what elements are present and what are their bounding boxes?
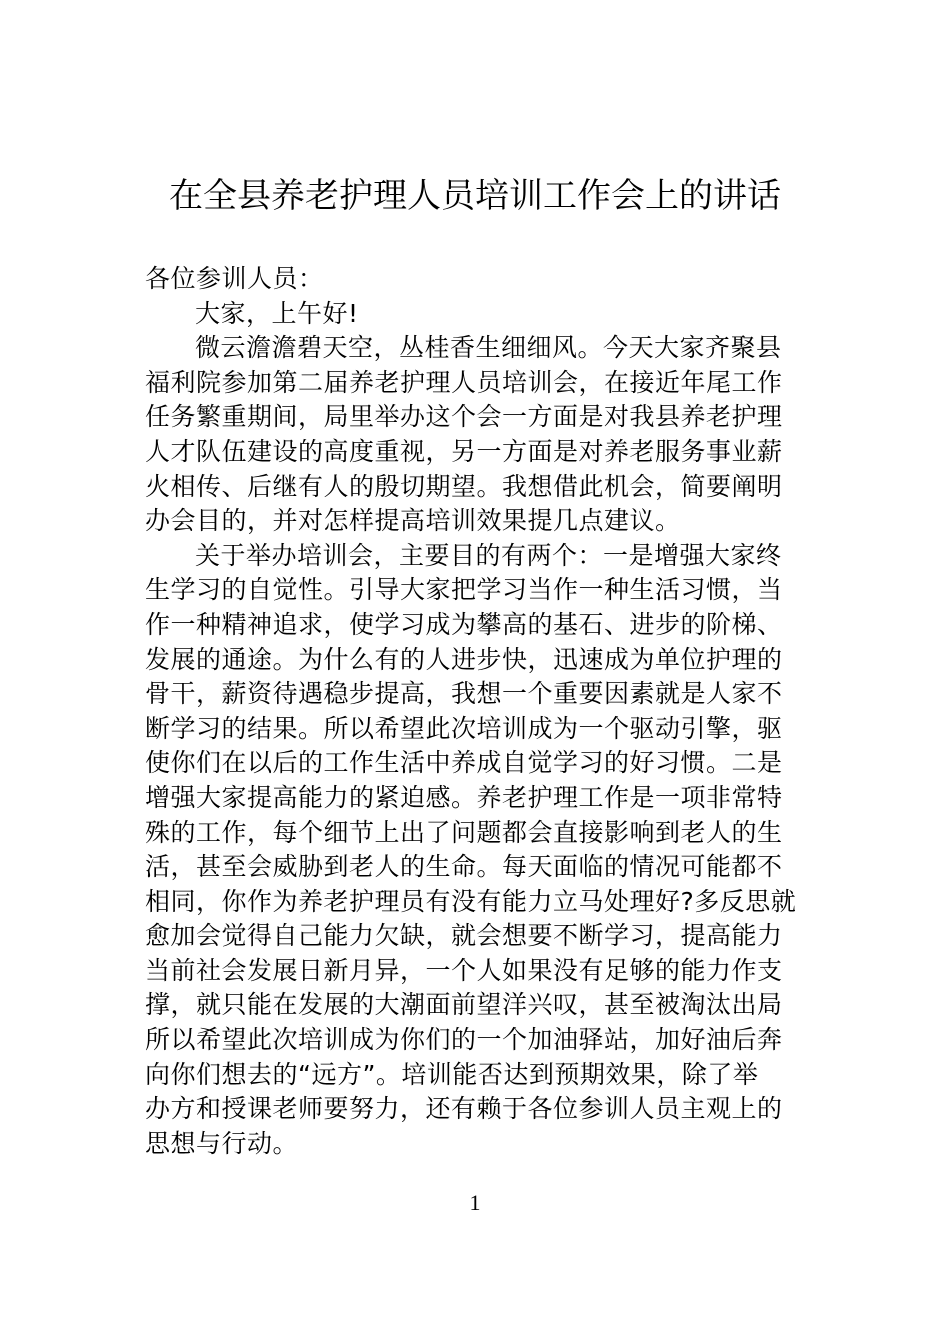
- body-line: 办会目的，并对怎样提高培训效果提几点建议。: [145, 506, 681, 536]
- body-line: 作一种精神追求，使学习成为攀高的基石、进步的阶梯、: [145, 609, 783, 639]
- body-line: 当前社会发展日新月异，一个人如果没有足够的能力作支: [145, 955, 783, 985]
- body-line: 办方和授课老师要努力，还有赖于各位参训人员主观上的: [145, 1094, 783, 1124]
- body-line: 发展的通途。为什么有的人进步快，迅速成为单位护理的: [145, 644, 783, 674]
- body-line: 使你们在以后的工作生活中养成自觉学习的好习惯。二是: [145, 748, 783, 778]
- document-body: [145, 262, 805, 1161]
- body-line: 火相传、后继有人的殷切期望。我想借此机会，简要阐明: [145, 471, 783, 501]
- body-line: 相同，你作为养老护理员有没有能力立马处理好?多反思就: [145, 886, 797, 916]
- body-line: 殊的工作，每个细节上出了问题都会直接影响到老人的生: [145, 817, 783, 847]
- document-title: 在全县养老护理人员培训工作会上的讲话: [169, 176, 781, 216]
- body-line: 微云澹澹碧天空，丛桂香生细细风。今天大家齐聚县: [195, 333, 782, 363]
- body-line: 骨干，薪资待遇稳步提高，我想一个重要因素就是人家不: [145, 679, 783, 709]
- body-line: 撑，就只能在发展的大潮面前望洋兴叹，甚至被淘汰出局: [145, 990, 783, 1020]
- body-line: 大家，上午好!: [195, 298, 359, 328]
- body-line: 关于举办培训会，主要目的有两个：一是增强大家终: [195, 540, 782, 570]
- body-line: 活，甚至会威胁到老人的生命。每天面临的情况可能都不: [145, 852, 783, 882]
- body-line: 福利院参加第二届养老护理人员培训会，在接近年尾工作: [145, 367, 783, 397]
- body-line: 增强大家提高能力的紧迫感。养老护理工作是一项非常特: [145, 782, 783, 812]
- body-line: 所以希望此次培训成为你们的一个加油驿站，加好油后奔: [145, 1025, 783, 1055]
- page-number: 1: [469, 1190, 481, 1215]
- body-line: 断学习的结果。所以希望此次培训成为一个驱动引擎，驱: [145, 713, 783, 743]
- body-line: 人才队伍建设的高度重视，另一方面是对养老服务事业薪: [145, 436, 783, 466]
- body-line: 思想与行动。: [145, 1128, 299, 1158]
- body-line: 向你们想去的“远方”。培训能否达到预期效果，除了举: [145, 1059, 759, 1089]
- body-line: 任务繁重期间，局里举办这个会一方面是对我县养老护理: [145, 402, 783, 432]
- body-line: 生学习的自觉性。引导大家把学习当作一种生活习惯，当: [145, 575, 783, 605]
- body-line: 愈加会觉得自己能力欠缺，就会想要不断学习，提高能力: [145, 921, 783, 951]
- body-line: 各位参训人员：: [145, 264, 324, 293]
